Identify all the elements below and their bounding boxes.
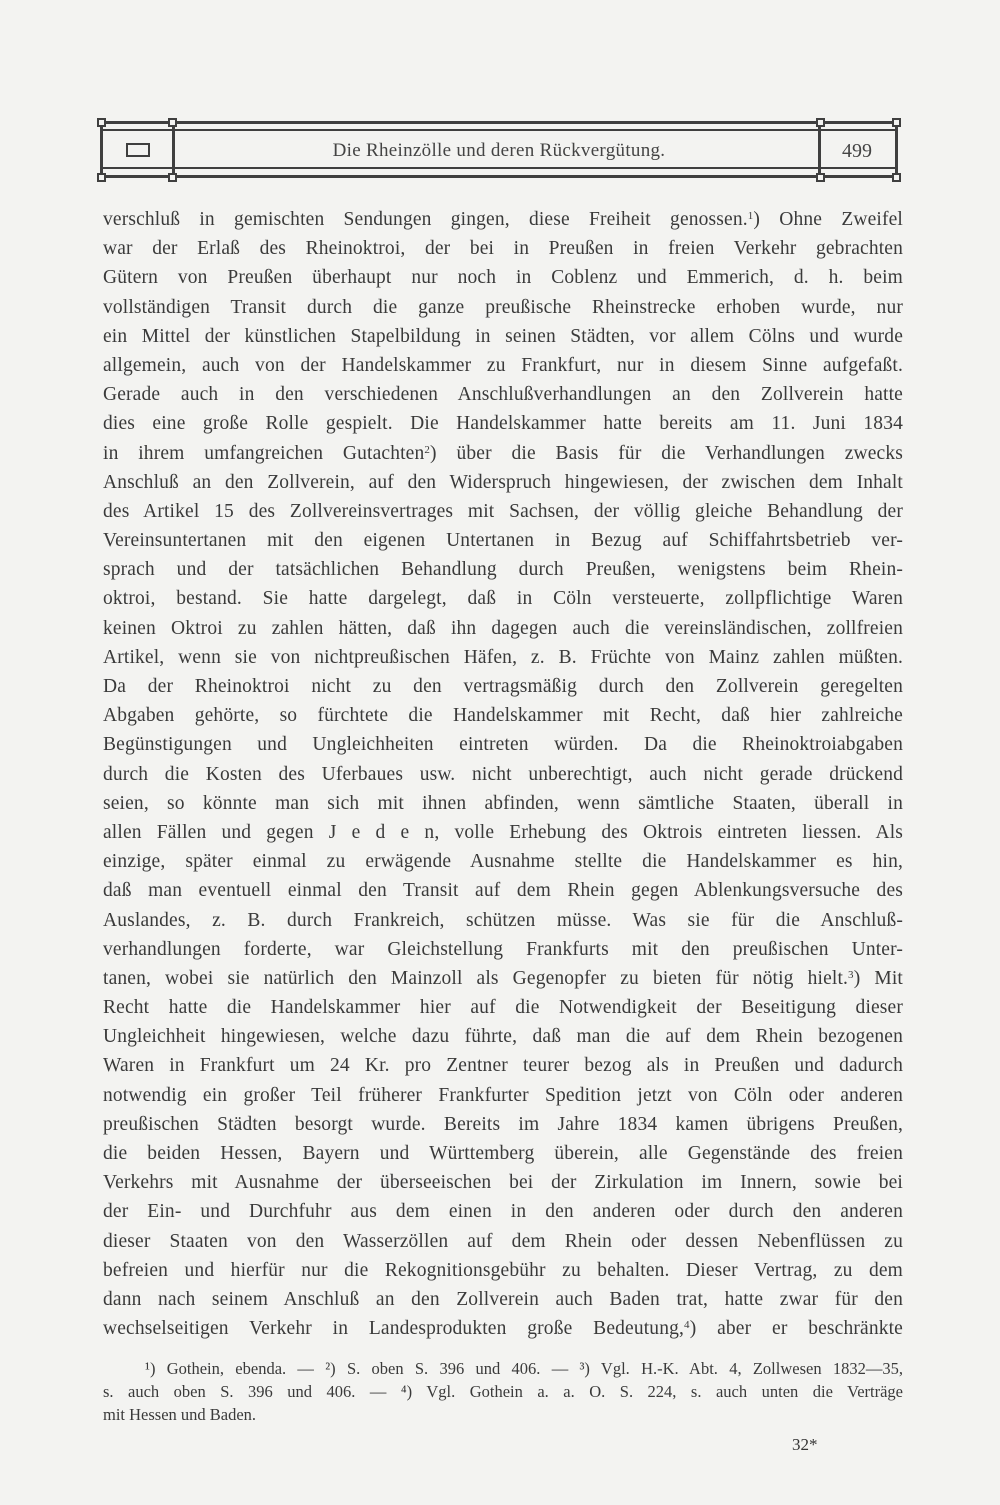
text-line: Gütern von Preußen überhaupt nur noch in Coblenz und Emmerich, d. h. beim [103,267,903,289]
text-line: Waren in Frankfurt um 24 Kr. pro Zentner teurer bezog als in Preußen und dadurch [103,1055,903,1077]
text-line: dieser Staaten von den Wasserzöllen auf dem Rhein oder dessen Nebenflüssen zu [103,1230,903,1252]
text-line: tanen, wobei sie natürlich den Mainzoll als Gegenopfer zu bieten für nötig hielt.$^3$) Mit [103,967,903,989]
text-line: Verkehrs mit Ausnahme der überseeischen bei der Zirkulation im Innern, sowie bei [103,1172,903,1194]
text-line: Da der Rheinoktroi nicht zu den vertragsmäßig durch den Zollverein geregelten [103,676,903,697]
text-line: daß man eventuell einmal den Transit auf dem Rhein gegen Ablenkungsversuche des [103,880,903,902]
text-line: Auslandes, z. B. durch Frankreich, schützen müsse. Was sie für die Anschluß- [103,909,903,931]
header-corner-ornament [816,173,825,182]
footnote-line: mit Hessen und Baden. [103,1405,257,1424]
body-text [103,205,903,1343]
footnote-marker: 2 [424,443,431,456]
header-corner-ornament [168,173,177,182]
text-line: in ihrem umfangreichen Gutachten$^2$) über die Basis für die Verhandlungen zwecks [103,442,903,464]
text-line: keinen Oktroi zu zahlen hätten, daß ihn dagegen auch die vereinsländischen, zollfreien [103,617,903,639]
header-rule-top-inner [100,129,898,131]
text-line: befreien und hierfür nur die Rekognitionsgebühr zu behalten. Dieser Vertrag, zu dem [103,1259,903,1281]
header-corner-ornament [816,118,825,127]
text-line: des Artikel 15 des Zollvereinsvertrages mit Sachsen, der völlig gleiche Behandlung der [103,500,903,522]
text-line: oktroi, bestand. Sie hatte dargelegt, daß in Cöln versteuerte, zollpflichtige Waren [103,588,903,610]
text-line: Ungleichheit hingewiesen, welche dazu führte, daß man die auf dem Rhein bezogenen [103,1026,903,1048]
header-corner-ornament [168,118,177,127]
header-rule-top [100,121,898,124]
text-line: verhandlungen forderte, war Gleichstellung Frankfurts mit den preußischen Unter- [103,938,903,960]
text-line: Artikel, wenn sie von nichtpreußischen Häfen, z. B. Früchte von Mainz zahlen müßten. [103,646,903,668]
footnote-line: ¹) Gothein, ebenda. — ²) S. oben S. 396 und 406. — ³) Vgl. H.-K. Abt. 4, Zollwesen 1832—35, [145,1359,903,1378]
text-line: verschluß in gemischten Sendungen gingen, diese Freiheit genossen.$^1$) Ohne Zweifel [103,209,903,230]
text-line: dies eine große Rolle gespielt. Die Handelskammer hatte bereits am 11. Juni 1834 [103,413,903,435]
text-line: die beiden Hessen, Bayern und Württemberg überein, alle Gegenstände des freien [103,1143,903,1164]
header-rectangle-ornament [126,143,150,157]
spaced-emphasis: J e d e n [328,821,435,843]
header-corner-ornament [892,173,901,182]
header-rule-bottom [100,175,898,178]
text-line: Begünstigungen und Ungleichheiten eintreten würden. Da die Rheinoktroiabgaben [103,734,903,756]
text-line: dann nach seinem Anschluß an den Zollverein auch Baden trat, hatte zwar für den [103,1288,903,1310]
text-line: war der Erlaß des Rheinoktroi, der bei in Preußen in freien Verkehr gebrachten [103,238,903,260]
text-line: preußischen Städten besorgt wurde. Bereits im Jahre 1834 kamen übrigens Preußen, [103,1113,903,1135]
text-line: durch die Kosten des Uferbaues usw. nicht unberechtigt, auch nicht gerade drückend [103,763,903,785]
text-line: Recht hatte die Handelskammer hier auf die Notwendigkeit der Beseitigung dieser [103,997,903,1019]
text-line: Vereinsuntertanen mit den eigenen Untertanen in Bezug auf Schiffahrtsbetrieb ver- [103,530,903,552]
footnote-marker: 1 [747,210,754,222]
text-line: allen Fällen und gegen J e d e n, volle Erhebung des Oktrois eintreten liessen. Als [103,821,903,843]
running-title: Die Rheinzölle und deren Rückvergütung. [332,140,666,161]
footnote-line: s. auch oben S. 396 und 406. — ⁴) Vgl. Gothein a. a. O. S. 224, s. auch unten die Verträge [103,1382,903,1401]
header-rule-bottom-inner [100,167,898,169]
footnotes [103,1357,903,1426]
page-number: 499 [842,140,872,162]
text-line: sprach und der tatsächlichen Behandlung durch Preußen, wenigstens beim Rhein- [103,559,903,581]
header-corner-ornament [97,118,106,127]
page-header [100,118,898,182]
text-line: seien, so könnte man sich mit ihnen abfinden, wenn sämtliche Staaten, überall in [103,792,903,814]
header-corner-ornament [892,118,901,127]
header-corner-ornament [97,173,106,182]
text-line: Gerade auch in den verschiedenen Anschlußverhandlungen an den Zollverein hatte [103,384,903,406]
text-line: einzige, später einmal zu erwägende Ausnahme stellte die Handelskammer es hin, [103,851,903,873]
text-line: der Ein- und Durchfuhr aus dem einen in den anderen oder durch den anderen [103,1201,903,1223]
text-line: vollständigen Transit durch die ganze preußische Rheinstrecke erhoben wurde, nur [103,296,903,318]
footnote-marker: 3 [848,968,854,981]
footnote-marker: 4 [684,1319,690,1332]
signature-mark: 32* [792,1435,818,1454]
text-line: notwendig ein großer Teil früherer Frankfurter Spedition jetzt von Cöln oder anderen [103,1084,903,1106]
text-line: Anschluß an den Zollverein, auf den Widerspruch hingewiesen, der zwischen dem Inhalt [103,471,903,493]
text-line: allgemein, auch von der Handelskammer zu Frankfurt, nur in diesem Sinne aufgefaßt. [103,354,903,376]
text-line: ein Mittel der künstlichen Stapelbildung in seinen Städten, vor allem Cölns und wurde [103,325,903,347]
text-line: Abgaben gehörte, so fürchtete die Handelskammer mit Recht, daß hier zahlreiche [103,705,903,727]
text-line: wechselseitigen Verkehr in Landesprodukten große Bedeutung,$^4$) aber er beschränkte [103,1318,903,1340]
